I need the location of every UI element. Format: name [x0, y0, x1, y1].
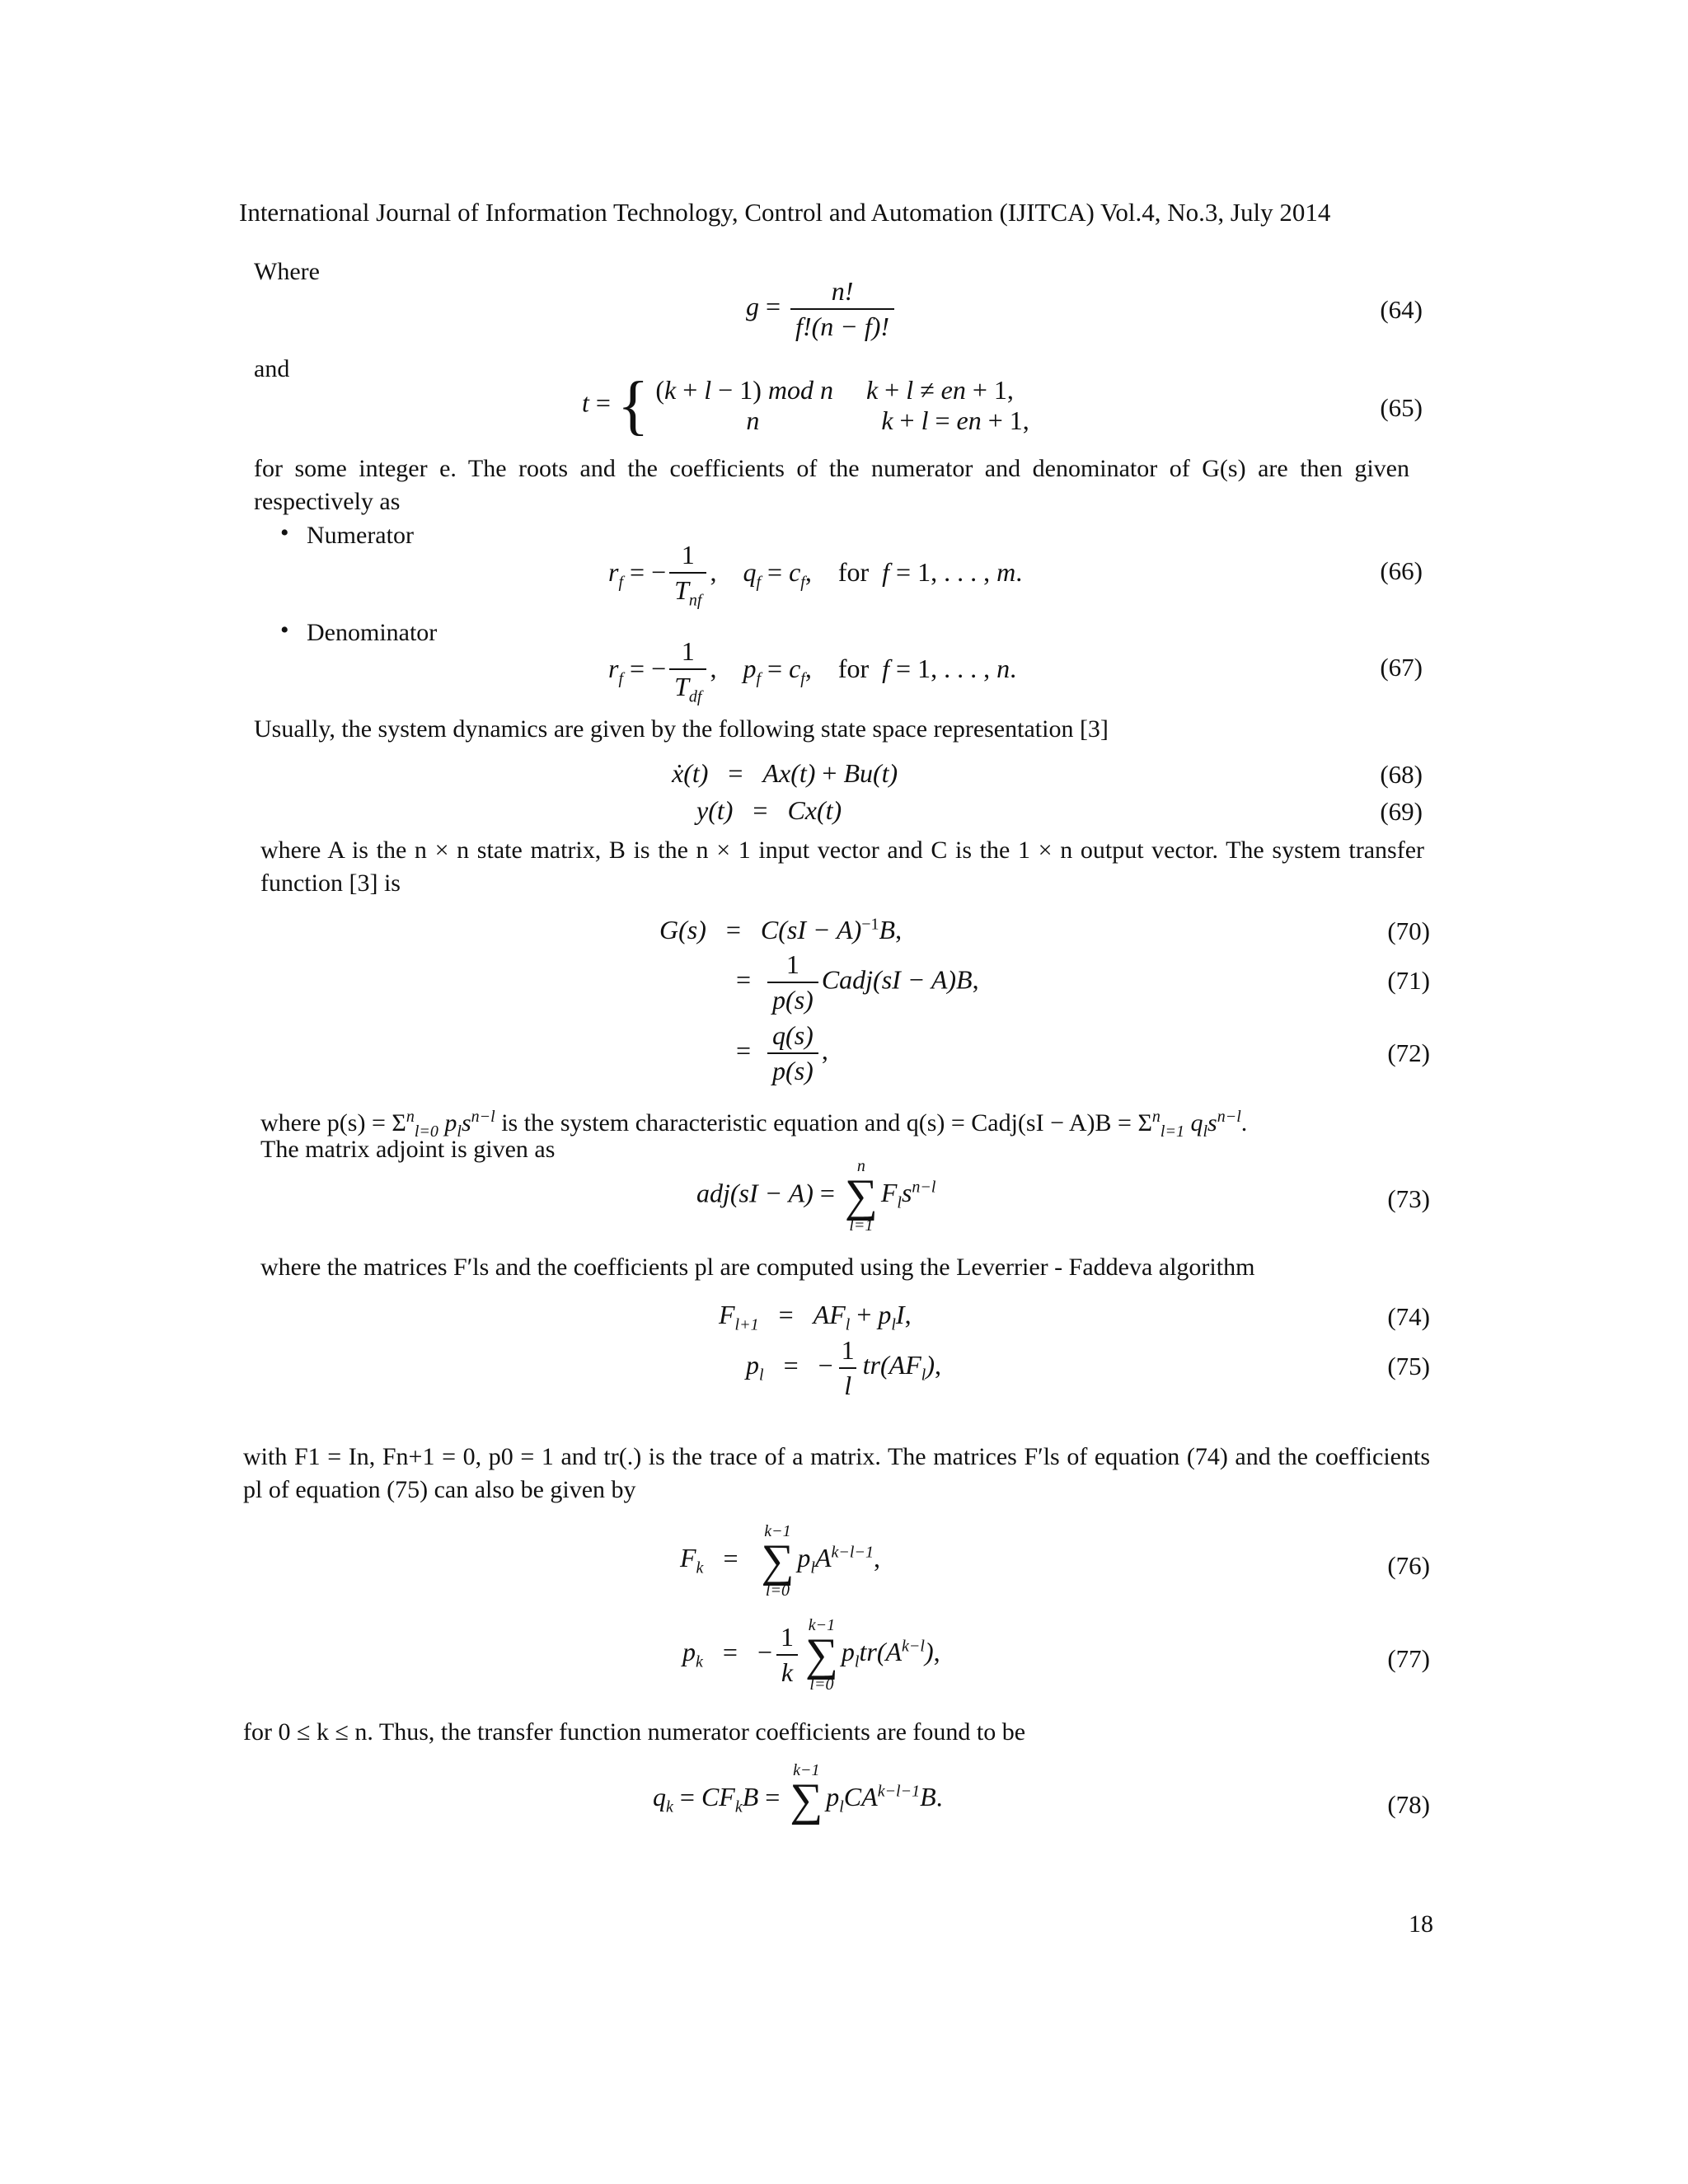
- eq-number-65: (65): [1380, 393, 1423, 422]
- eq-number-78: (78): [1387, 1790, 1430, 1819]
- paragraph-roots: for some integer e. The roots and the coefficients of the numerator and denominator of G(s) are then given respectively as: [254, 455, 1409, 515]
- eq-number-75: (75): [1387, 1352, 1430, 1380]
- equation-71: = $\frac{1}{p(s)}$ Cadj(sI − A)B,: [736, 949, 979, 1015]
- equation-65: t = { (k + l − 1) mod n k + l ≠ en + 1, n k + l = en + 1,: [582, 369, 1029, 442]
- eq-number-64: (64): [1380, 295, 1423, 324]
- text-where: Where: [254, 258, 320, 285]
- equation-77: $p_k$ = − $\frac{1}{k}$ k−1 ∑ l=0 $p_ltr(A^{k-l})$,: [682, 1616, 940, 1694]
- equation-76: $F_k$ = k−1 ∑ l=0 $p_lA^{k-l-1}$,: [680, 1522, 880, 1600]
- paragraph-adjoint: The matrix adjoint is given as: [260, 1136, 556, 1163]
- paragraph-leverrier: where the matrices F′ls and the coefficients pl are computed using the Leverrier - Faddeva algorithm: [260, 1254, 1255, 1281]
- eq-number-70: (70): [1387, 916, 1430, 945]
- eq-number-76: (76): [1387, 1551, 1430, 1580]
- bullet-denominator: Denominator: [307, 619, 438, 646]
- equation-67: $r_f$ = − $\frac{1}{T_{df}}$ , $p_f = c_f$, for f = 1, . . . , n.: [608, 636, 1017, 706]
- text-and: and: [254, 355, 290, 382]
- equation-73: adj(sI − A) = n ∑ l=1 $F_ls^{n-l}$: [696, 1157, 936, 1235]
- eq-number-74: (74): [1387, 1302, 1430, 1331]
- eq-number-71: (71): [1387, 966, 1430, 995]
- eq-number-69: (69): [1380, 797, 1423, 826]
- equation-72: = $\frac{q(s)}{p(s)}$ ,: [736, 1020, 828, 1085]
- equation-64: g = $\frac{n!}{f!(n - f)!}$: [746, 276, 898, 342]
- equation-66: $r_f$ = − $\frac{1}{T_{nf}}$ , $q_f = c_f$, for f = 1, . . . , m.: [608, 540, 1023, 610]
- equation-70: G(s) = C(sI − A)$^{-1}$B,: [659, 915, 903, 944]
- eq-number-72: (72): [1387, 1038, 1430, 1067]
- journal-header: International Journal of Information Technology, Control and Automation (IJITCA) Vol.4, No.3, July 2014: [239, 198, 1331, 227]
- equation-69: y(t) = Cx(t): [696, 795, 842, 825]
- paragraph-transfer: where A is the n × n state matrix, B is the n × 1 input vector and C is the 1 × n output vector. The system transfer function [3] is: [260, 837, 1424, 897]
- equation-75: $p_l$ = − $\frac{1}{l}$ $tr(AF_l)$,: [746, 1335, 941, 1400]
- eq-number-77: (77): [1387, 1644, 1430, 1673]
- paragraph-matrices: with F1 = In, Fn+1 = 0, p0 = 1 and tr(.) is the trace of a matrix. The matrices F′ls of equation (74) and the coefficients pl of equation (75) can also be given by: [243, 1443, 1430, 1503]
- equation-74: $F_{l+1} = AF_l + p_lI$,: [719, 1300, 912, 1334]
- eq-number-68: (68): [1380, 760, 1423, 789]
- bullet-dot: •: [280, 616, 289, 644]
- page-number: 18: [1409, 1910, 1433, 1938]
- eq-number-66: (66): [1380, 556, 1423, 585]
- paragraph-state-space: Usually, the system dynamics are given by the following state space representation [3]: [254, 715, 1109, 743]
- paragraph-characteristic: where $p(s) = \Sigma^n_{l=0}$ $p_ls^{n-l}$ is the system characteristic equation and q(s) = Cadj(sI − $A)B = \Sigma^n_{l=1}$ $q_ls^{n-l}$.: [260, 1108, 1248, 1141]
- eq-number-73: (73): [1387, 1184, 1430, 1213]
- bullet-numerator: Numerator: [307, 522, 414, 549]
- equation-68: ẋ(t) = Ax(t) + Bu(t): [672, 758, 898, 788]
- eq-number-67: (67): [1380, 653, 1423, 682]
- paragraph-numerator-coeffs: for 0 ≤ k ≤ n. Thus, the transfer function numerator coefficients are found to be: [243, 1718, 1026, 1746]
- bullet-dot: •: [280, 519, 289, 546]
- equation-78: $q_k = CF_kB$ = k−1 ∑ $p_lCA^{k-l-1}B$.: [653, 1761, 943, 1825]
